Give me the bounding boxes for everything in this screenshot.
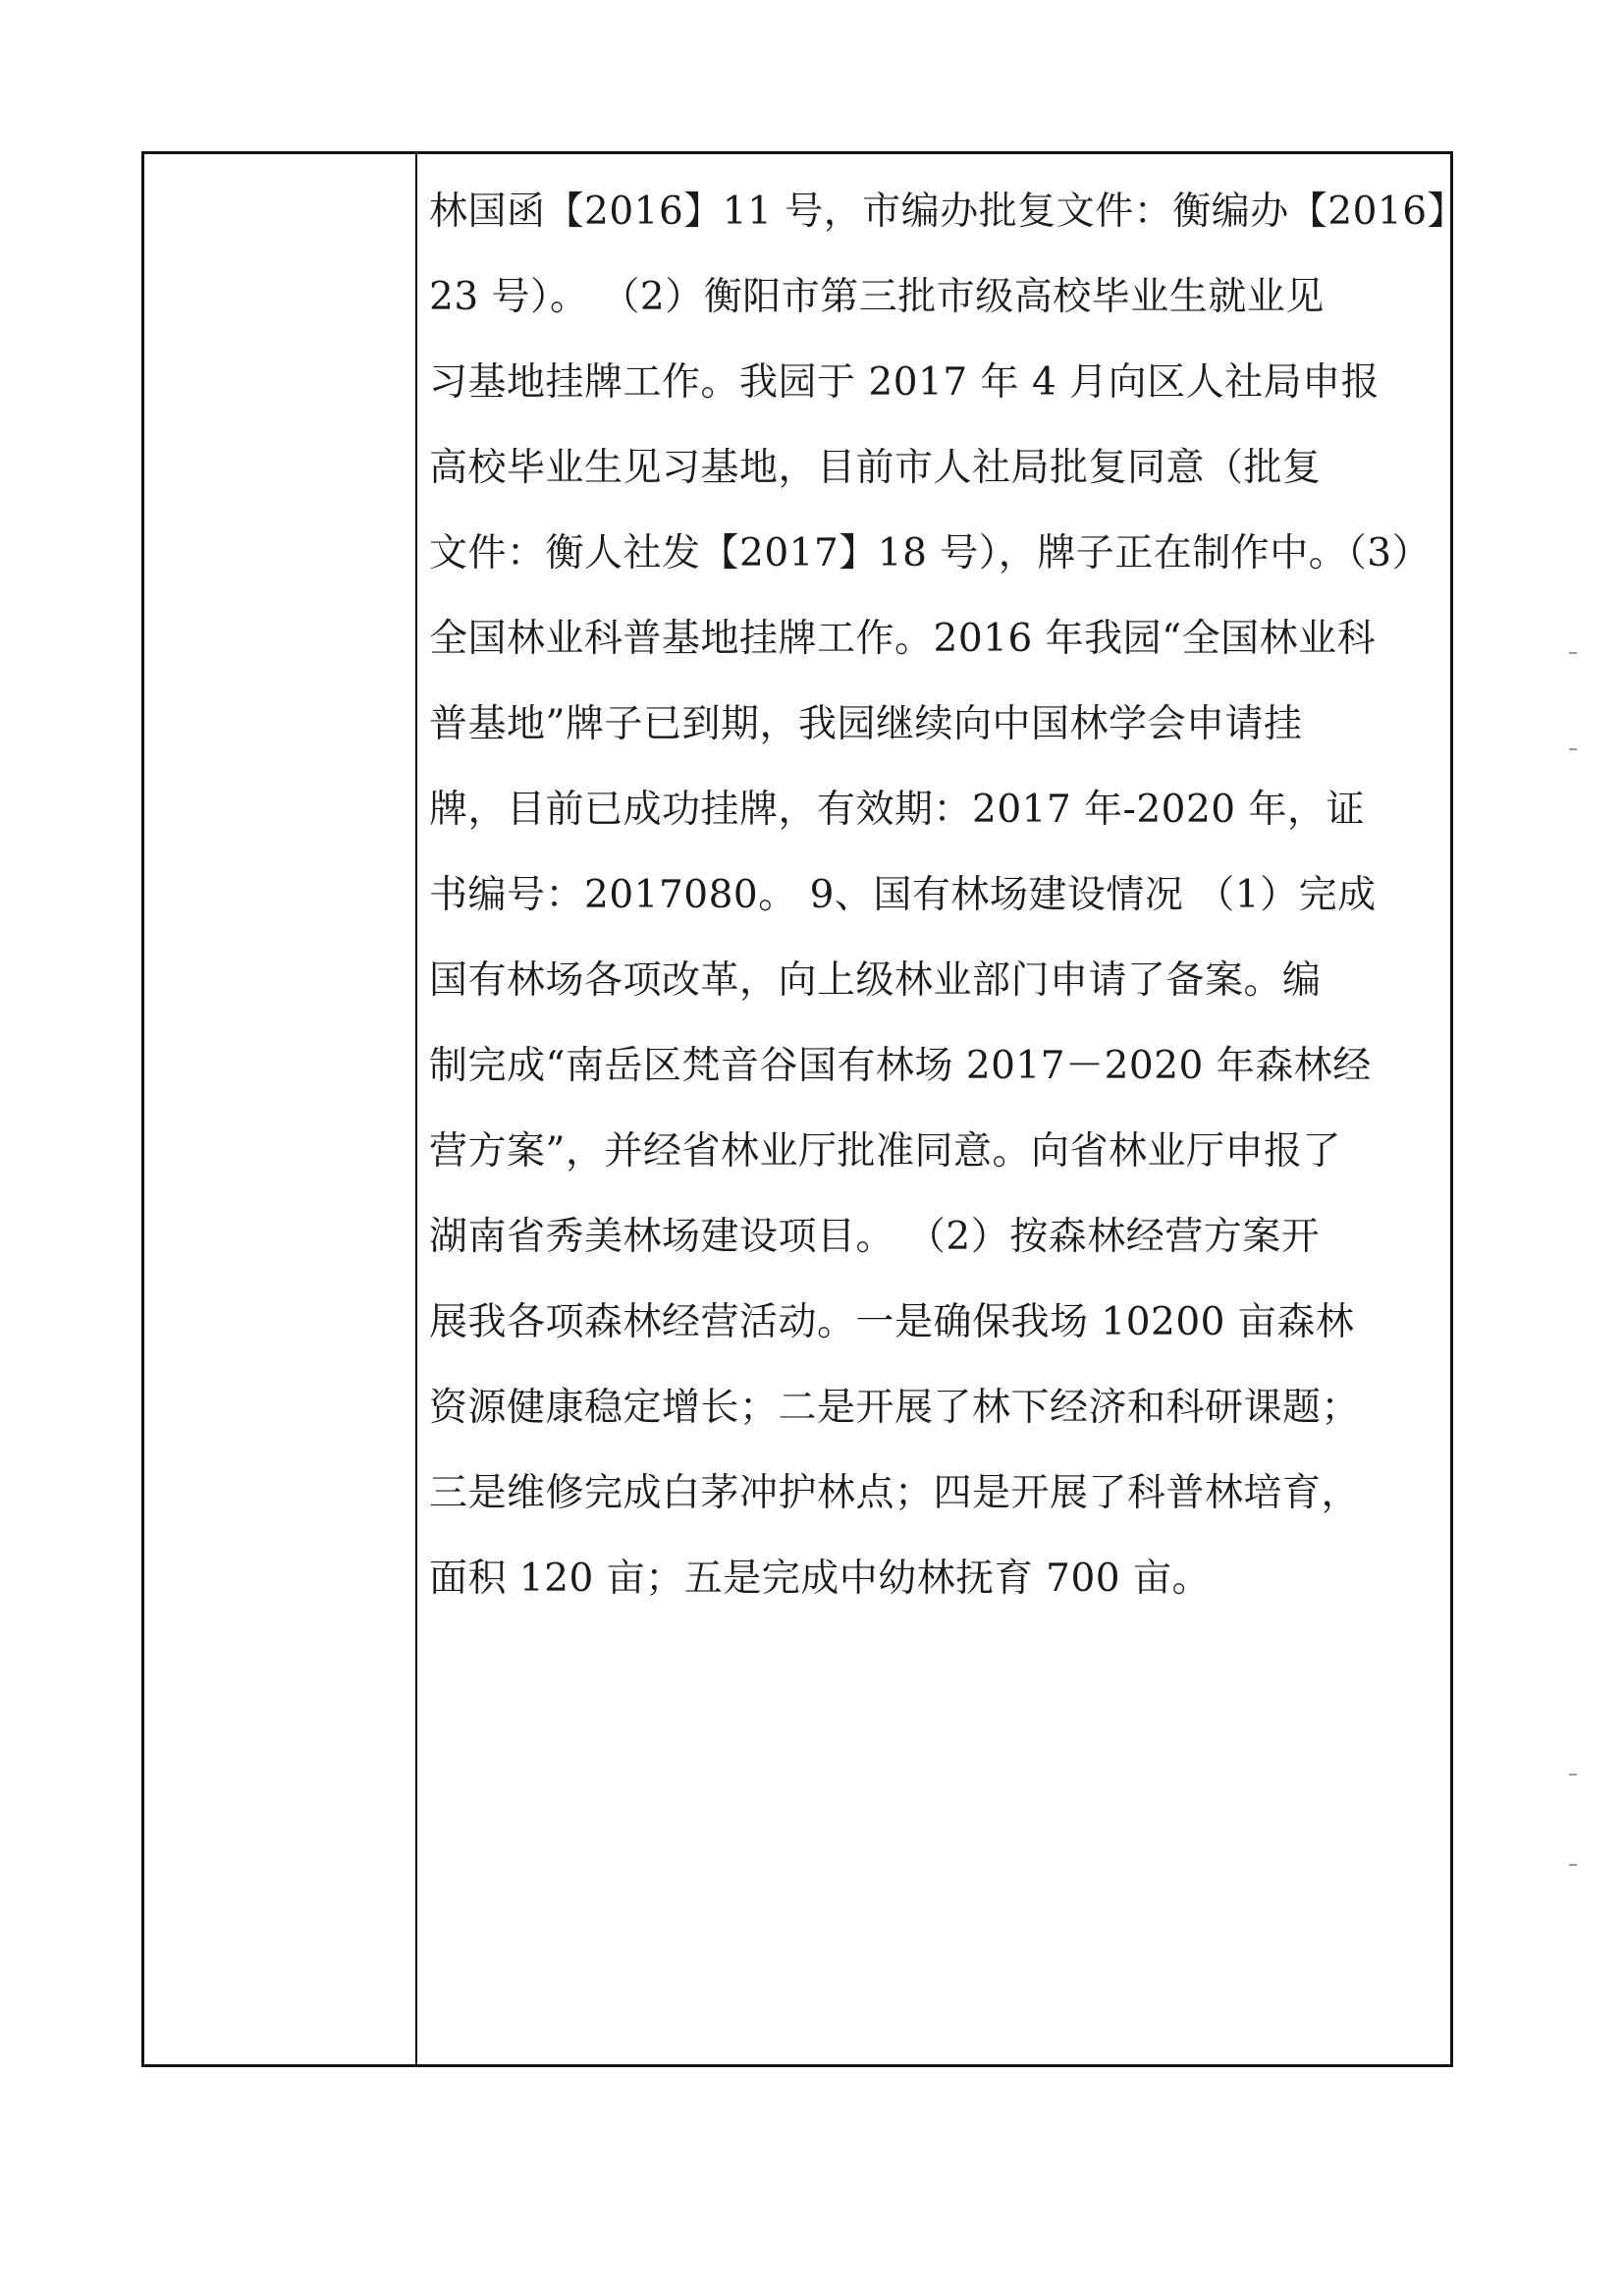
- text-line: 书编号：2017080。 9、国有林场建设情况 （1）完成: [429, 873, 1377, 917]
- text-line: 营方案”，并经省林业厅批准同意。向省林业厅申报了: [429, 1129, 1341, 1174]
- text-line: 展我各项森林经营活动。一是确保我场 10200 亩森林: [429, 1300, 1355, 1344]
- text-line: 湖南省秀美林场建设项目。 （2）按森林经营方案开: [429, 1215, 1321, 1259]
- body-text: [429, 184, 1467, 1636]
- text-line: 国有林场各项改革，向上级林业部门申请了备案。编: [429, 958, 1322, 1003]
- form-table: [141, 151, 1467, 2067]
- scan-speck: [1569, 1864, 1577, 1866]
- text-line: 面积 120 亩；五是完成中幼林抚育 700 亩。: [429, 1557, 1211, 1601]
- scan-speck: [1569, 1774, 1577, 1776]
- content-cell: [417, 154, 1467, 2064]
- text-line: 牌，目前已成功挂牌，有效期：2017 年-2020 年，证: [429, 788, 1365, 832]
- text-line: 制完成“南岳区梵音谷国有林场 2017－2020 年森林经: [429, 1044, 1372, 1088]
- text-line: 23 号）。 （2）衡阳市第三批市级高校毕业生就业见: [429, 275, 1325, 319]
- text-line: 全国林业科普基地挂牌工作。2016 年我园“全国林业科: [429, 617, 1377, 661]
- scan-speck: [1569, 652, 1577, 654]
- text-line: 三是维修完成白茅冲护林点；四是开展了科普林培育，: [429, 1471, 1361, 1515]
- text-line: 林国函【2016】11 号，市编办批复文件：衡编办【2016】: [429, 190, 1467, 234]
- label-cell: [144, 154, 417, 2064]
- text-line: 高校毕业生见习基地，目前市人社局批复同意（批复: [429, 446, 1322, 490]
- text-line: 习基地挂牌工作。我园于 2017 年 4 月向区人社局申报: [429, 360, 1380, 405]
- text-line: 资源健康稳定增长；二是开展了林下经济和科研课题；: [429, 1386, 1361, 1430]
- text-line: 普基地”牌子已到期，我园继续向中国林学会申请挂: [429, 702, 1303, 746]
- scan-speck: [1569, 748, 1577, 750]
- text-line: 文件：衡人社发【2017】18 号），牌子正在制作中。（3）: [429, 531, 1432, 575]
